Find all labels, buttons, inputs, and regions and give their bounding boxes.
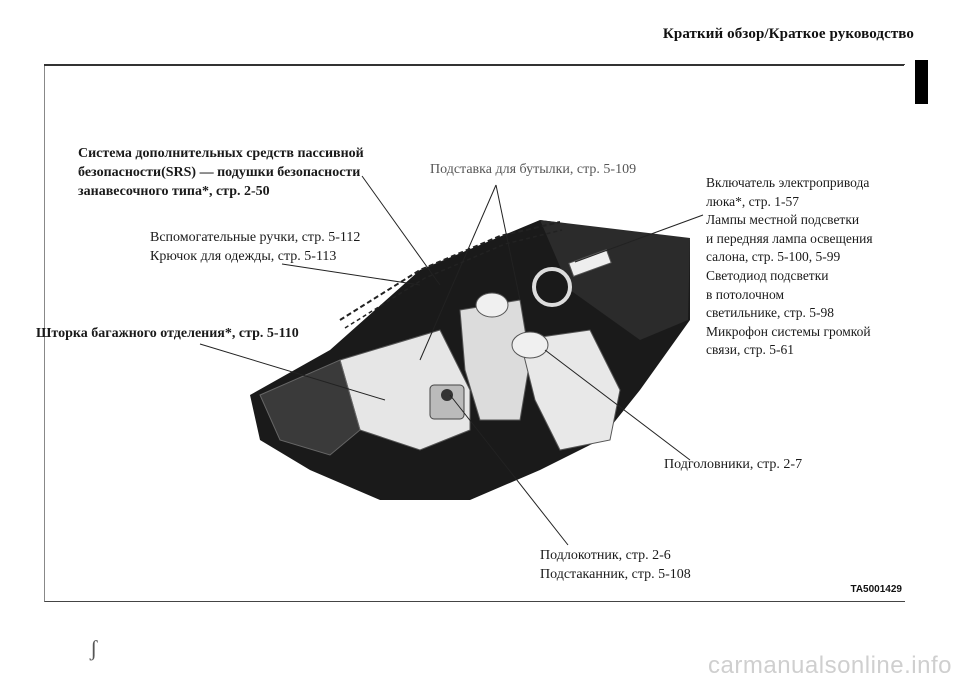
label-srs-curtain-airbags (78, 144, 364, 201)
label-sunroof-line-7: в потолочном (706, 286, 785, 302)
label-armrest-line-1: Подлокотник, стр. 2-6 (540, 548, 671, 563)
headrest-front-right (512, 332, 548, 358)
label-sunroof-line-10: связи, стр. 5-61 (706, 342, 795, 358)
label-cargo-line-1: Шторка багажного отделения*, стр. 5-110 (36, 326, 299, 341)
cupholder (441, 389, 453, 401)
label-sunroof-line-8: светильнике, стр. 5-98 (706, 305, 835, 321)
label-sunroof-line-1: Включатель электропривода (706, 175, 870, 190)
label-handles-line-2: Крючок для одежды, стр. 5-113 (150, 249, 337, 264)
label-cargo-cover (36, 324, 299, 343)
label-sunroof-line-3: Лампы местной подсветки (706, 212, 860, 228)
headrest-front-left (476, 293, 508, 317)
page-header: Краткий обзор/Краткое руководство (662, 26, 914, 42)
page-scribble-mark: ʃ (90, 636, 98, 661)
label-srs-line-3: занавесочного типа*, стр. 2-50 (78, 184, 270, 199)
label-sunroof-line-4: и передняя лампа освещения (706, 230, 873, 246)
label-sunroof-line-9: Микрофон системы громкой (706, 323, 871, 339)
label-armrest-line-2: Подстаканник, стр. 5-108 (540, 567, 691, 582)
label-bottle-line-1: Подставка для бутылки, стр. 5-109 (430, 162, 637, 177)
label-sunroof-line-5: салона, стр. 5-100, 5-99 (706, 249, 841, 265)
leader-handles (282, 264, 420, 285)
label-sunroof-line-2: люка*, стр. 1-57 (706, 193, 799, 209)
watermark-text: carmanualsonline.info (708, 652, 952, 679)
label-assist-handles (150, 228, 360, 266)
figure-code: TA5001429 (850, 584, 902, 595)
label-srs-line-2: безопасности(SRS) — подушки безопасности (78, 165, 361, 180)
label-headrests (664, 455, 802, 474)
label-armrest-cupholder (540, 546, 691, 584)
label-srs-line-1: Система дополнительных средств пассивной (78, 146, 364, 161)
label-sunroof-lamps (706, 174, 873, 360)
label-sunroof-line-6: Светодиод подсветки (706, 267, 829, 283)
leader-srs (362, 176, 440, 285)
label-headrests-line-1: Подголовники, стр. 2-7 (664, 457, 803, 472)
label-bottle-holder (430, 160, 636, 179)
label-handles-line-1: Вспомогательные ручки, стр. 5-112 (150, 230, 361, 245)
